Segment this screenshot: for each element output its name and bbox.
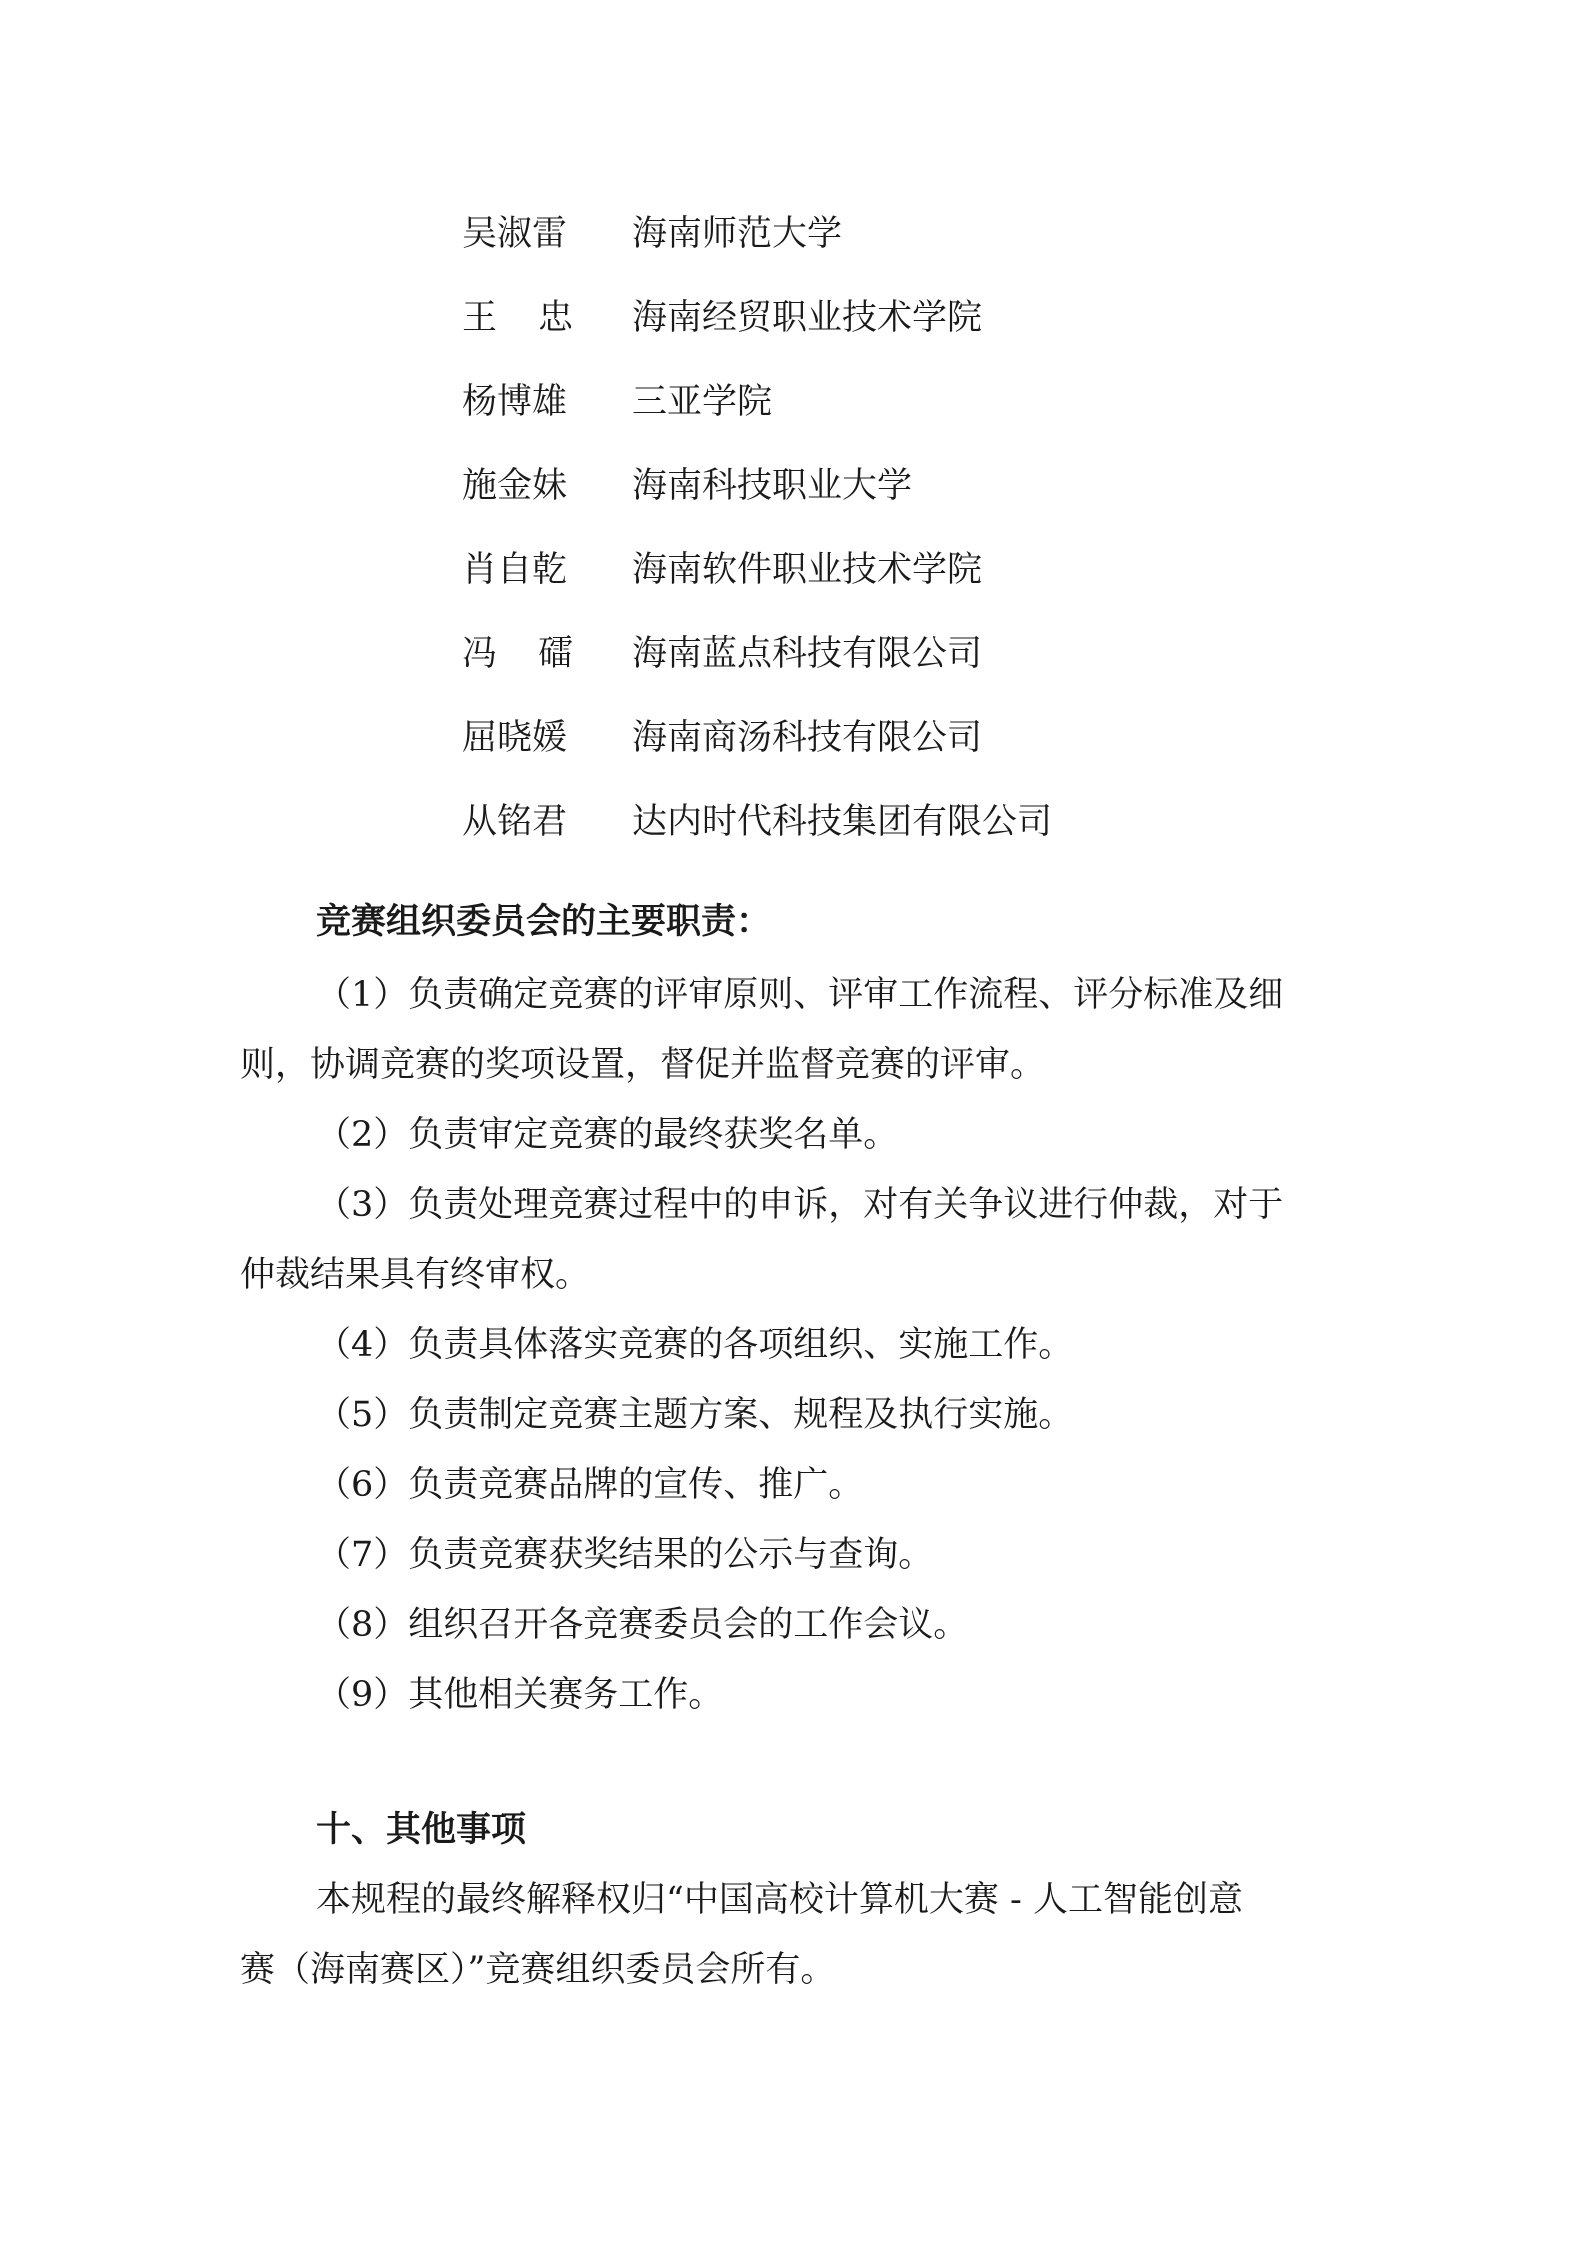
duties-heading: 竞赛组织委员会的主要职责： [316,901,772,942]
duty-item-4: （4）负责具体落实竞赛的各项组织、实施工作。 [316,1325,1074,1365]
duty-item-5: （5）负责制定竞赛主题方案、规程及执行实施。 [316,1395,1074,1435]
duty-item-8: （8）组织召开各竞赛委员会的工作会议。 [316,1605,969,1645]
duty-item-3-line-2: 仲裁结果具有终审权。 [240,1255,591,1295]
duty-item-3-line-1: （3）负责处理竞赛过程中的申诉，对有关争议进行仲裁，对于 [316,1185,1284,1225]
member-organization: 海南软件职业技术学院 [632,550,983,590]
member-organization: 海南蓝点科技有限公司 [632,634,983,674]
member-organization: 海南经贸职业技术学院 [632,298,983,338]
member-name-char: 礌 [538,634,574,674]
member-organization: 海南师范大学 [632,214,843,254]
member-name: 从铭君 [462,802,568,842]
member-name-char: 忠 [538,298,574,338]
section-10-text-line-2: 赛（海南赛区）”竞赛组织委员会所有。 [240,1950,836,1990]
member-name-char: 王 [462,298,498,338]
duty-item-1-line-2: 则，协调竞赛的奖项设置，督促并监督竞赛的评审。 [240,1045,1046,1085]
member-name: 屈晓媛 [462,718,568,758]
duty-item-1-line-1: （1）负责确定竞赛的评审原则、评审工作流程、评分标准及细 [316,975,1284,1015]
member-organization: 海南商汤科技有限公司 [632,718,983,758]
section-10-heading: 十、其他事项 [316,1809,527,1850]
member-name: 施金妹 [462,466,568,506]
member-name: 吴淑雷 [462,214,568,254]
member-name-char: 冯 [462,634,498,674]
duty-item-2: （2）负责审定竞赛的最终获奖名单。 [316,1115,899,1155]
section-10-text-line-1: 本规程的最终解释权归“中国高校计算机大赛 - 人工智能创意 [316,1880,1243,1920]
member-organization: 三亚学院 [632,382,773,422]
member-name: 杨博雄 [462,382,568,422]
duty-item-9: （9）其他相关赛务工作。 [316,1675,724,1715]
member-name: 肖自乾 [462,550,568,590]
duty-item-7: （7）负责竞赛获奖结果的公示与查询。 [316,1535,934,1575]
duty-item-6: （6）负责竞赛品牌的宣传、推广。 [316,1465,864,1505]
member-organization: 达内时代科技集团有限公司 [632,802,1053,842]
member-organization: 海南科技职业大学 [632,466,913,506]
